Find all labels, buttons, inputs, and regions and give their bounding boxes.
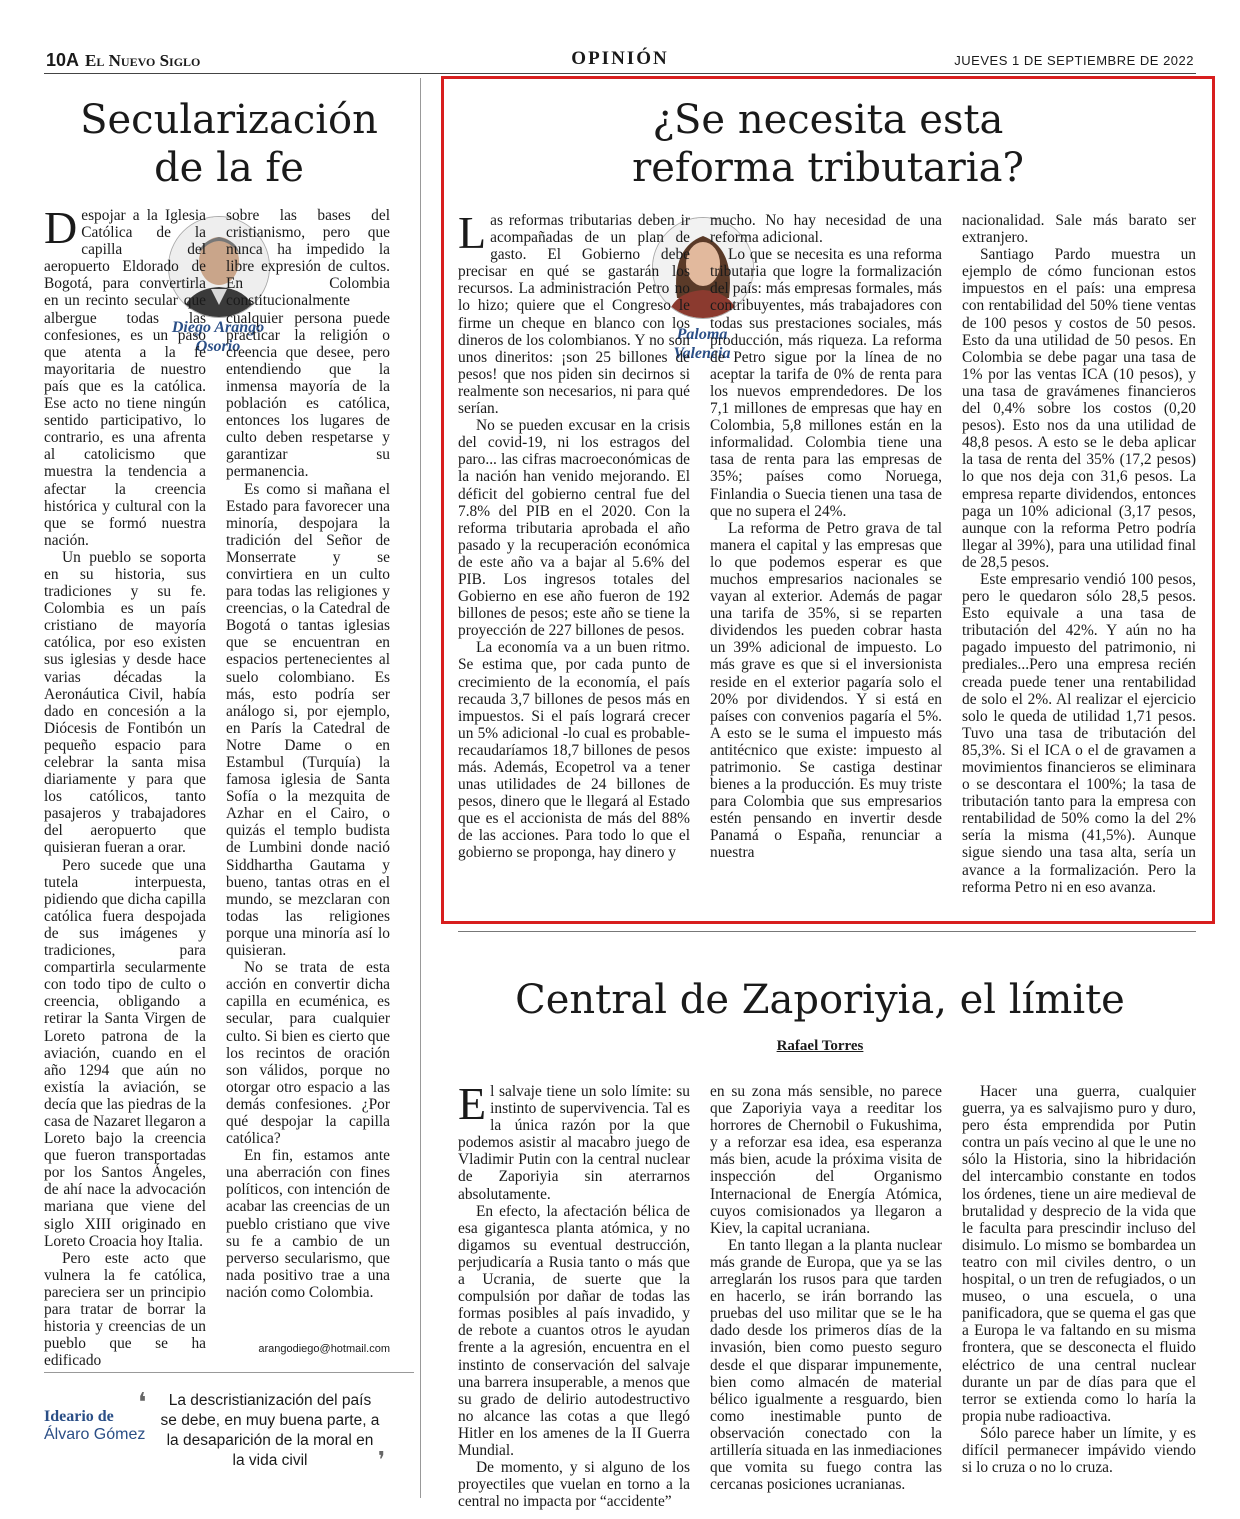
- newspaper-name: El Nuevo Siglo: [85, 51, 201, 70]
- main-author-line1: Paloma: [676, 326, 728, 343]
- left-title-line1: Secularización: [80, 97, 378, 143]
- left-author-line2: Osorio: [195, 338, 241, 355]
- paragraph: [458, 1078, 690, 1203]
- drop-cap: E: [458, 1078, 487, 1129]
- section-rule: [458, 931, 1196, 932]
- author-email: arangodiego@hotmail.com: [258, 1343, 390, 1355]
- text: espojar a la Iglesia Católica de la capilla del aeropuerto Eldorado de Bogotá, para convertirla en un recinto secular que albergue todas las confesiones, es un paso que atenta a la fe mayoritaria de nuestro país que es la católica. Ese acto no tiene ningún sentido participativo, lo contrario, es una afrenta al catolicismo que muestra la tendencia a afectar la creencia histórica y cultural con la que se formó nuestra nación.: [44, 207, 206, 549]
- paragraph: mucho. No hay necesidad de una reforma adicional.: [710, 212, 942, 247]
- paragraph: De momento, y si alguno de los proyectiles que vuelan en torno a la central no impacta por “accidente”: [458, 1459, 690, 1511]
- paragraph: En fin, estamos ante una aberración con fines políticos, con intención de acabar las creencias de un pueblo cristiano que vive su fe a cambio de un perverso secularismo, que nada positivo trae a una nación como Colombia.: [226, 1147, 390, 1301]
- main-article-col1: [458, 207, 690, 862]
- paragraph: sobre las bases del cristianismo, pero que nunca ha impedido la libre expresión de cultos. En Colombia constitucionalmente cualquier persona puede practicar la religión o creencia que desee, pero entendiendo que la inmensa mayoría de la población es católica, entonces los lugares de culto deben respetarse y garantizar su permanencia.: [226, 207, 390, 481]
- left-title-line2: de la fe: [154, 145, 304, 191]
- masthead-left: [46, 50, 200, 71]
- left-article-col1: [44, 202, 206, 1370]
- left-article-title: [44, 96, 414, 192]
- paragraph: Santiago Pardo muestra un ejemplo de cómo funcionan estos impuestos en el país: una empresa con rentabilidad del 50% tiene ventas de 100 pesos y costos de 50 pesos. Esto da una utilidad de 50 pesos. En Colombia se debe pagar una tasa de 1% por las ventas ICA (10 pesos), y una tasa de gravámenes financieros del 0,4% sobre los costos (0,20 pesos). Esto nos da una utilidad de 48,8 pesos. A esto se le deba aplicar la tasa de renta del 35% (17,2 pesos) lo que nos deja con 31,6 pesos. La empresa reparte dividendos, entonces paga un 10% adicional (3,17 pesos, aunque con la reforma Petro podría llegar al 39%), para una utilidad final de 28,5 pesos.: [962, 246, 1196, 571]
- paragraph: En efecto, la afectación bélica de esa gigantesca planta atómica, y no digamos su eventual destrucción, perjudicaría a Rusia tanto o más que a Ucrania, de suerte que la compulsión por dañar de todas las formas posibles al país invadido, y de rebote a cuantos otros le ayudan frente a la agresión, encuentra en el instinto de conservación del salvaje una barrera insuperable, a menos que su grado de delirio autodestructivo no alcance las cotas a que llegó Hitler en los amenes de la II Guerra Mundial.: [458, 1202, 690, 1459]
- ideario-rule: [44, 1372, 414, 1373]
- bottom-article-col1: [458, 1078, 690, 1511]
- paragraph: en su zona más sensible, no parece que Zaporiyia vaya a reeditar los horrores de Chernobil o Fukushima, y a reforzar esa idea, esa esperanza más bien, acude la próxima visita de inspección del Organismo Internacional de Energía Atómica, cuyos comisionados ya llegaron a Kiev, la capital ucraniana.: [710, 1083, 942, 1237]
- drop-cap: L: [458, 207, 487, 258]
- main-article-col2: [710, 212, 942, 862]
- paragraph: No se pueden excusar en la crisis del covid-19, ni los estragos del paro... las cifras macroeconómicas de la nación han venido mejorando. El déficit del gobierno central fue del 7.8% del PIB en el 2020. Con la reforma tributaria aprobada el año pasado y la recuperación económica de este año va a bajar al 5.6% del PIB. Los ingresos totales del Gobierno en ese año fueron de 192 billones de pesos; este año se tiene la proyección de 227 billones de pesos.: [458, 417, 690, 640]
- paragraph: Pero sucede que una tutela interpuesta, pidiendo que dicha capilla católica fuera despojada de sus imágenes y tradiciones, para compartirla secularmente con todo tipo de culto o creencia, obligando a retirar la Santa Virgen de Loreto patrona de la aviación, cuando en el año 1294 que aún no existía la aviación, se decía que las piedras de la casa de Nazaret llegaron a Loreto bajo la creencia que fueron transportadas por los Santos Ángeles, de ahí nace la advocación mariana que viene del siglo XIII originado en Loreto Croacia hoy Italia.: [44, 856, 206, 1250]
- paragraph: En tanto llegan a la planta nuclear más grande de Europa, que ya se las arreglarán los rusos para que tarden en hacerlo, se irán borrando las pruebas del uso militar que se le ha dado desde los primeros días de la invasión, bien como puesto seguro desde el que disparar impunemente, bien como almacén de material bélico igualmente a resguardo, bien como inestimable punto de observación conectado con la artillería situada en las inmediaciones que vomita su fuego contra las cercanas posiciones ucranianas.: [710, 1236, 942, 1494]
- main-title-line2: reforma tributaria?: [632, 145, 1024, 191]
- ideario-quote: La descristianización del país se debe, en muy buena parte, a la desaparición de la moral en la vida civil: [160, 1392, 380, 1469]
- paragraph: Sólo parece haber un límite, y es difícil permanecer impávido viendo si lo cruza o no lo cruza.: [962, 1424, 1196, 1477]
- section-title: OPINIÓN: [571, 48, 669, 69]
- paragraph: La reforma de Petro grava de tal manera el capital y las empresas que lo que podemos esperar es que muchos empresarios nacionales se vayan al exterior. Además de pagar una tarifa de 35%, si se reparten dividendos les pueden cobrar hasta un 39% adicional de impuesto. Lo más grave es que si el inversionista reside en el exterior pagaría solo el 20% por dividendos. Y si está en países con convenios pagaría el 5%. A esto se le suma el impuesto más antitécnico que existe: impuesto al patrimonio. Se castiga destinar bienes a la producción. Es muy triste para Colombia que sus empresarios estén pensando en invertir desde Panamá o España, renunciar a nuestra: [710, 519, 942, 862]
- left-article-col2: [226, 207, 390, 1301]
- bottom-article-col2: [710, 1083, 942, 1493]
- main-article-title: [470, 96, 1186, 192]
- ideario-author: Álvaro Gómez: [44, 1426, 146, 1443]
- paragraph: Es como si mañana el Estado para favorecer una minoría, despojara la tradición del Señor de Monserrate y se convirtiera en un culto para todas las religiones y creencias, o la Catedral de Bogotá o tantas iglesias que se encuentran en espacios pertenecientes al suelo colombiano. Es más, esto podría ser análogo si, por ejemplo, en París la Catedral de Notre Dame o en Estambul (Turquía) la famosa iglesia de Santa Sofía o la mezquita de Azhar en el Cairo, o quizás el templo budista de Lumbini donde nació Siddhartha Gautama y bueno, tantas otras en el mundo, se mezclaran con todas las religiones porque una minoría así lo quisieran.: [226, 480, 390, 960]
- header-rule: [44, 73, 1196, 74]
- paragraph: Este empresario vendió 100 pesos, pero le quedaron sólo 28,5 pesos. Esto equivale a una tasa de tributación del 42%. Y aún no ha pagado impuesto del patrimonio, ni prediales...Pero una empresa recién creada puede tener una rentabilidad de solo el 2%. Al realizar el ejercicio solo le queda de utilidad 1,71 pesos. Tuvo una tasa de tributación del 85,3%. Si el ICA o el de gravamen a movimientos financieros se eliminara o se descontara el 100%; la tasa de tributación tanto para la empresa con rentabilidad de 50% como la del 2% sería la misma (41,5%). Aunque sigue siendo una tasa alta, sería un avance a la formalización. Pero la reforma Petro ni en eso avanza.: [962, 570, 1196, 896]
- main-title-line1: ¿Se necesita esta: [652, 97, 1004, 143]
- paragraph: Lo que se necesita es una reforma tributaria que logre la formalización del país: más empresas formales, más contribuyentes, más trabajadores con todas sus prestaciones sociales, más producción, más riqueza. La reforma de Petro sigue por la línea de no aceptar la tarifa de 0% de renta para los nuevos emprendedores. De los 7,1 millones de empresas que hay en Colombia, 5,8 millones están en la informalidad. Colombia tiene una tasa de renta para las empresas de 35%; países como Noruega, Finlandia o Suecia tienen una tasa de que no supera el 24%.: [710, 246, 942, 520]
- paragraph: nacionalidad. Sale más barato ser extranjero.: [962, 212, 1196, 247]
- paragraph: Pero este acto que vulnera la fe católica, pareciera ser un principio para tratar de borrar la historia y creencias de un pueblo que se ha edificado: [44, 1249, 206, 1370]
- main-author-line2: Valencia: [673, 345, 731, 362]
- paragraph: [458, 207, 690, 418]
- ideario-title: Ideario de: [44, 1408, 114, 1425]
- main-article-col3: [962, 212, 1196, 896]
- quote-mark-icon: ❛: [138, 1388, 147, 1418]
- text: l salvaje tiene un solo límite: su instinto de supervivencia. Tal es la única razón por la que podemos asistir al macabro juego de Vladimir Putin con la central nuclear de Zaporiyia sin aterrarnos absolutamente.: [458, 1083, 690, 1203]
- drop-cap: D: [44, 202, 78, 253]
- paragraph: La economía va a un buen ritmo. Se estima que, por cada punto de crecimiento de la economía, el país recauda 3,7 billones de pesos más en impuestos. Si el país logrará crecer un 5% adicional -lo cual es probable- recaudaríamos 18,7 billones de pesos más. Además, Ecopetrol va a tener unas utilidades de 24 billones de pesos, dinero que le llegará al Estado que es el accionista de más del 88% de las acciones. Para todo lo que el gobierno se proponga, hay dinero y: [458, 639, 690, 862]
- paragraph: No se trata de esta acción en convertir dicha capilla en ecuménica, es secular, para cualquier culto. Si bien es cierto que los recintos de oración son válidos, porque no otorgar otro espacio a las demás confesiones. ¿Por qué despojar la capilla católica?: [226, 959, 390, 1148]
- bottom-article-col3: [962, 1083, 1196, 1476]
- text: as reformas tributarias deben ir acompañadas de un plan de gasto. El Gobierno debe precisar en qué se gastarán los recursos. La administración Petro no lo hizo; quiere que el Congreso le firme un cheque en blanco con los dineros de los colombianos. Y no son unos dineritos: ¡son 25 billones de pesos! que nos piden sin decirnos si realmente son necesarios, ni para qué serían.: [458, 212, 690, 418]
- bottom-article-title: Central de Zaporiyia, el límite: [515, 977, 1125, 1023]
- paragraph: [44, 202, 206, 549]
- column-divider: [420, 78, 421, 1498]
- left-author-line1: Diego Arango: [171, 319, 265, 336]
- issue-date: JUEVES 1 DE SEPTIEMBRE DE 2022: [954, 53, 1194, 68]
- quote-end-icon: ❜: [378, 1448, 386, 1473]
- paragraph: Un pueblo se soporta en su historia, sus tradiciones y su fe. Colombia es un país cristiano de mayoría católica, por eso existen sus iglesias y desde hace varias décadas la Aeronáutica Civil, había dado en concesión a la Diócesis de Fontibón un pequeño espacio para celebrar la santa misa diariamente y para que los católicos, tanto pasajeros y trabajadores del aeropuerto que quisieran fueran a orar.: [44, 548, 206, 857]
- paragraph: Hacer una guerra, cualquier guerra, ya es salvajismo puro y duro, pero ésta emprendida por Putin contra un país vecino al que le une no sólo la Historia, sino la hibridación del intercambio constante en todos los órdenes, tiene un aire medieval de brutalidad y desprecio de la vida que le faculta para prescindir incluso del disimulo. Lo mismo se bombardea un teatro con mil civiles dentro, o un hospital, o un tren de refugiados, o un museo, o una escuela, o una panificadora, que se quema el gas que a Europa le va faltando en su misma frontera, que se desconecta el fluido eléctrico de una central nuclear durante un par de días para que el terror se extienda como lo haría la propia nube radioactiva.: [962, 1083, 1196, 1425]
- page-number: 10A: [46, 50, 80, 70]
- bottom-author: Rafael Torres: [776, 1038, 864, 1054]
